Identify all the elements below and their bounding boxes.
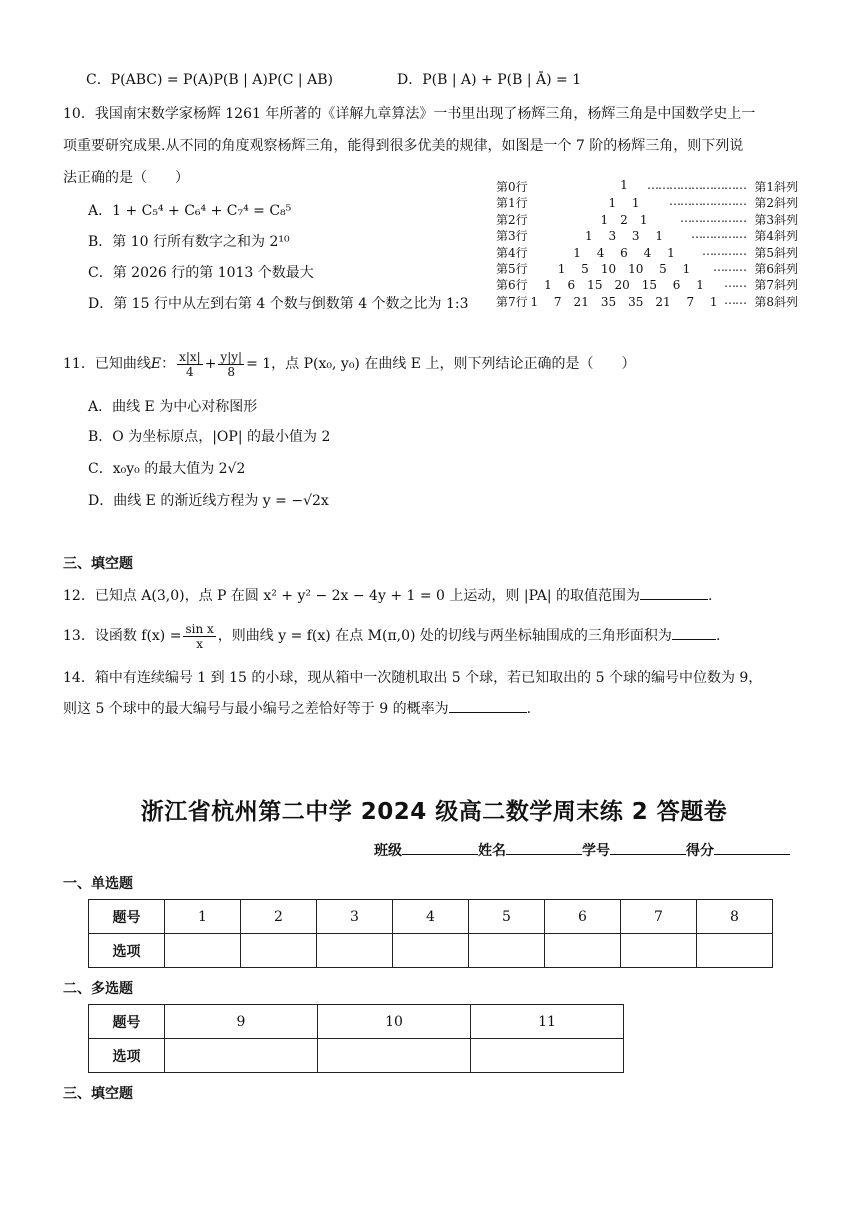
q14-stem-line2 [63,698,531,719]
q11-frac-y-num: y|y| [220,349,243,364]
student-id-label: 学号 [582,843,610,859]
triangle-row-label: 第7行 [496,294,528,309]
single-q-number: 6 [545,900,621,934]
single-answer-cell[interactable] [697,934,773,968]
answer-sheet-single-choice-heading: 一、单选题 [63,876,133,892]
triangle-diagonal-label: 第3斜列 [754,212,798,227]
triangle-row [496,260,798,276]
multi-choice-answer-row [89,1039,624,1073]
triangle-row [496,211,798,227]
single-choice-answer-table [88,899,773,968]
q14-answer-blank[interactable] [449,698,527,713]
triangle-row [496,227,798,243]
row-head-question-number: 题号 [89,1005,165,1039]
name-field[interactable] [506,840,582,855]
q11-suffix: = 1，点 P(x₀, y₀) 在曲线 E 上，则下列结论正确的是（ ） [246,356,636,372]
triangle-row-numbers: 1 [620,178,628,192]
multi-choice-number-row [89,1005,624,1039]
q11-curve-name: E [150,356,162,372]
answer-sheet-multi-choice-heading: 二、多选题 [63,981,133,997]
q10-stem-line3: 法正确的是（ ） [63,170,189,186]
student-info-line [374,840,790,860]
q13-fraction [183,622,215,651]
q11-fraction-x [177,350,203,379]
q12-answer-blank[interactable] [640,585,708,600]
triangle-row-numbers: 1 1 [608,196,640,211]
q14-end: . [526,701,532,717]
single-q-number: 7 [621,900,697,934]
yanghui-triangle-figure [496,178,798,310]
q11-stem: 11．已知曲线E： $\frac{x|x|}{4}$ + $\frac{y|y|}{8}$ = 1，点 P(x₀, y₀) 在曲线 E 上，则下列结论正确的是（ ） [63,349,636,379]
multi-choice-answer-table [88,1004,624,1073]
single-answer-cell[interactable] [241,934,317,968]
class-label: 班级 [374,843,402,859]
triangle-diagonal-label: 第2斜列 [754,196,798,211]
q11-frac-x-den: 4 [186,364,194,379]
q13-prefix: 13．设函数 f(x) = [63,628,182,644]
triangle-row-numbers: 1 5 10 10 5 1 [557,262,691,276]
single-answer-cell[interactable] [621,934,697,968]
q14-stem-line1: 14．箱中有连续编号 1 到 15 的小球，现从箱中一次随机取出 5 个球，若已知取出的 5 个球的编号中位数为 9， [63,670,763,686]
triangle-row-label: 第6行 [496,278,528,293]
triangle-diagonal-label: 第5斜列 [754,245,798,260]
triangle-diagonal-label: 第4斜列 [754,229,798,244]
student-id-field[interactable] [610,840,686,855]
q13-frac-den: x [196,636,203,651]
q11-frac-x-num: x|x| [179,349,201,364]
q11-option-d: D．曲线 E 的渐近线方程为 y = −√2x [88,493,329,509]
triangle-row-numbers: 1 4 6 4 1 [573,245,675,260]
name-label: 姓名 [478,843,506,859]
single-q-number: 1 [165,900,241,934]
triangle-row-leader-dots: …………… [691,227,746,242]
triangle-row-leader-dots: …… [724,276,746,291]
q10-stem-line1: 10．我国南宋数学家杨辉 1261 年所著的《详解九章算法》一书里出现了杨辉三角，杨辉三角是中国数学史上一 [63,106,756,122]
triangle-row [496,194,798,210]
q12-end: . [707,588,713,604]
row-head-question-number: 题号 [89,900,165,934]
single-q-number: 8 [697,900,773,934]
triangle-row-label: 第1行 [496,196,528,211]
triangle-row-leader-dots: ……………… [680,210,746,225]
triangle-row-leader-dots: ………………… [669,194,746,209]
score-label: 得分 [686,843,714,859]
multi-q-number: 11 [471,1005,624,1039]
single-choice-number-row [89,900,773,934]
triangle-row-label: 第2行 [496,212,528,227]
multi-q-number: 10 [318,1005,471,1039]
triangle-row-leader-dots: ……… [713,260,746,274]
triangle-row [496,293,798,309]
multi-answer-cell[interactable] [165,1039,318,1073]
q13-answer-blank[interactable] [672,625,716,640]
score-field[interactable] [714,840,790,855]
q14-text: 则这 5 个球中的最大编号与最小编号之差恰好等于 9 的概率为 [63,701,449,717]
single-answer-cell[interactable] [545,934,621,968]
triangle-diagonal-label: 第7斜列 [754,278,798,293]
triangle-row-numbers: 1 6 15 20 15 6 1 [544,278,704,293]
q13-text: ，则曲线 y = f(x) 在点 M(π,0) 处的切线与两坐标轴围成的三角形面积为 [217,628,672,644]
q11-option-a: A．曲线 E 为中心对称图形 [88,399,258,415]
single-answer-cell[interactable] [393,934,469,968]
section-fill-in-heading: 三、填空题 [63,556,133,572]
q9-option-c: C．P(ABC) = P(A)P(B | A)P(C | AB) [86,72,333,88]
triangle-diagonal-label: 第8斜列 [754,294,798,309]
answer-sheet-title: 浙江省杭州第二中学 2024 级高二数学周末练 2 答题卷 [140,799,728,825]
q13-frac-num: sin x [185,621,214,636]
q12-stem [63,585,712,606]
q9-option-d: D．P(B | A) + P(B | Ā) = 1 [397,72,582,88]
q10-option-a: A．1 + C₅⁴ + C₆⁴ + C₇⁴ = C₈⁵ [88,203,292,219]
single-q-number: 4 [393,900,469,934]
multi-answer-cell[interactable] [471,1039,624,1073]
triangle-row-leader-dots: ………… [702,243,746,258]
multi-q-number: 9 [165,1005,318,1039]
row-head-option: 选项 [89,934,165,968]
triangle-row-label: 第3行 [496,229,528,244]
triangle-row-label: 第4行 [496,245,528,260]
row-head-option: 选项 [89,1039,165,1073]
single-answer-cell[interactable] [165,934,241,968]
triangle-row-label: 第0行 [496,180,528,194]
triangle-row-leader-dots: …… [724,292,746,307]
triangle-row [496,276,798,292]
single-q-number: 2 [241,900,317,934]
triangle-row-numbers: 1 7 21 35 35 21 7 1 [530,294,718,309]
single-answer-cell[interactable] [317,934,393,968]
triangle-row-numbers: 1 2 1 [600,212,648,227]
triangle-row [496,244,798,260]
multi-answer-cell[interactable] [318,1039,471,1073]
class-field[interactable] [402,840,478,855]
q12-text: 12．已知点 A(3,0)，点 P 在圆 x² + y² − 2x − 4y + 1 = 0 上运动，则 |PA| 的取值范围为 [63,588,640,604]
q13-end: . [715,628,721,644]
single-choice-answer-row [89,934,773,968]
q13-stem [63,620,720,652]
triangle-row-leader-dots: ……………………… [647,178,746,192]
q10-option-c: C．第 2026 行的第 1013 个数最大 [88,265,314,281]
single-answer-cell[interactable] [469,934,545,968]
q10-option-b: B．第 10 行所有数字之和为 2¹⁰ [88,234,290,250]
triangle-diagonal-label: 第1斜列 [754,180,798,194]
triangle-diagonal-label: 第6斜列 [754,262,798,276]
q11-option-b: B．O 为坐标原点，|OP| 的最小值为 2 [88,429,331,445]
triangle-row-numbers: 1 3 3 1 [585,229,663,244]
q11-prefix: 11．已知曲线 [63,356,151,372]
q10-option-d: D．第 15 行中从左到右第 4 个数与倒数第 4 个数之比为 1:3 [88,296,469,312]
single-q-number: 3 [317,900,393,934]
q11-frac-y-den: 8 [227,364,236,379]
triangle-row-label: 第5行 [496,262,528,276]
q11-option-c: C．x₀y₀ 的最大值为 2√2 [88,461,246,477]
single-q-number: 5 [469,900,545,934]
triangle-row [496,178,798,194]
q11-fraction-y [218,350,244,379]
answer-sheet-fill-in-heading: 三、填空题 [63,1086,133,1102]
q10-stem-line2: 项重要研究成果.从不同的角度观察杨辉三角，能得到很多优美的规律，如图是一个 7 阶的杨辉三角，则下列说 [63,138,744,154]
